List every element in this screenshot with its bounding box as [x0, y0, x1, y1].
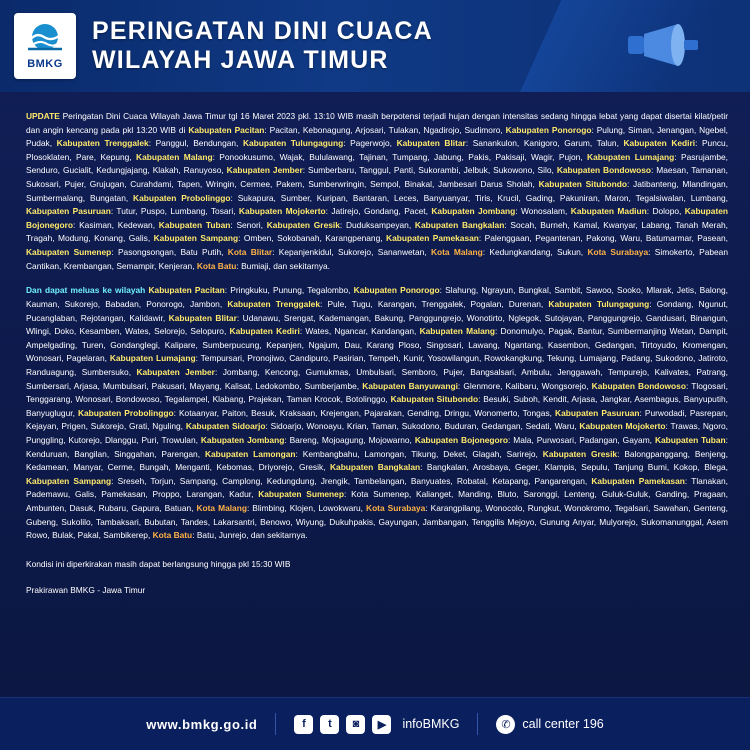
- title-line-1: PERINGATAN DINI CUACA: [92, 16, 433, 45]
- poster-title: [92, 17, 433, 76]
- twitter-icon[interactable]: t: [320, 715, 339, 734]
- signature-line: Prakirawan BMKG - Jawa Timur: [26, 584, 146, 595]
- poster-footer: [0, 697, 750, 750]
- bmkg-logo-text: BMKG: [27, 58, 63, 70]
- phone-icon: ✆: [496, 715, 515, 734]
- footer-divider-2: [477, 713, 478, 735]
- warning-paragraph-expansion: Dan dapat meluas ke wilayah Kabupaten Pacitan: Pringkuku, Punung, Tegalombo, Kabupaten Ponorogo: Slahung, Ngrayun, Bungkal, Sambit, Sawoo, Sooko, Mlarak, Jetis, Balong, Kauman, Sukorejo, Babadan, Ponorogo, Jambon, Kabupaten Trenggalek: Pule, Tugu, Karangan, Trenggalek, Pogalan, Durenan, Kabupaten Tulungagung: Gondang, Ngunut, Pucanglaban, Rejotangan, Kalidawir, Kabupaten Blitar: Udanawu, Srengat, Kademangan, Bakung, Panggungrejo, Wonotirto, Nglegok, Sutojayan, Panggungrejo, Gandusari, Binangun, Wlingi, Doko, Kesamben, Wates, Selorejo, Selopuro, Kabupaten Kediri: Wates, Ngancar, Kandangan, Kabupaten Malang: Donomulyo, Pagak, Bantur, Sumbermanjing Wetan, Dampit, Ampelgading, Turen, Gondanglegi, Kalipare, Sumberpucung, Kepanjen, Ngajum, Dau, Karang Ploso, Singosari, Lawang, Ngantang, Kasembon, Gedangan, Tirtoyudo, Kromengan, Wonosari, Pagelaran, Kabupaten Lumajang: Tempursari, Pronojiwo, Candipuro, Pasirian, Tempeh, Kunir, Yosowilangun, Rowokangkung, Tekung, Lumajang, Padang, Sukodono, Jatiroto, Randuagung, Sumbersuko, Kabupaten Jember: Jombang, Kencong, Gumukmas, Umbulsari, Semboro, Pujer, Bangsalsari, Ambulu, Jenggawah, Tempurejo, Kalivates, Patrang, Sumbersari, Arjasa, Mumbulsari, Pakusari, Mayang, Kalisat, Ledokombo, Sumberjambe, Kabupaten Banyuwangi: Glenmore, Kalibaru, Wongsorejo, Kabupaten Bondowoso: Tlogosari, Tenggarang, Wonosari, Bondowoso, Tegalampel, Klabang, Prajekan, Taman Krocok, Botolinggo, Kabupaten Situbondo: Besuki, Suboh, Kendit, Arjasa, Jangkar, Asembagus, Banyuputih, Banyuglugur, Kabupaten Probolinggo: Kotaanyar, Paiton, Besuk, Kraksaan, Krejengan, Pajarakan, Gending, Dringu, Wonomerto, Tongas, Kabupaten Pasuruan: Purwodadi, Pasrepan, Kejayan, Prigen, Sukorejo, Gratі, Nguling, Kabupaten Sidoarjo: Sidoarjo, Wonoayu, Krian, Taman, Sukodono, Buduran, Gedangan, Sedati, Waru, Kabupaten Mojokerto: Trawas, Ngoro, Punggling, Kutorejo, Dlanggu, Puri, Trowulan, Kabupaten Jombang: Bareng, Mojoagung, Mojowarno, Kabupaten Bojonegoro: Mala, Purwosari, Padangan, Gayam, Kabupaten Tuban: Kenduruan, Bangilan, Singgahan, Parengan, Kabupaten Lamongan: Kembangbahu, Lamongan, Tikung, Deket, Glagah, Sarirejo, Kabupaten Gresik: Balongpanggang, Benjeng, Kedamean, Manyar, Cerme, Bungah, Menganti, Kebomas, Driyorejo, Gresik, Kabupaten Bangkalan: Bangkalan, Arosbaya, Geger, Klampis, Sepulu, Tanjung Bumi, Kokop, Blega, Kabupaten Sampang: Sreseh, Torjun, Sampang, Camplong, Kedungdung, Jrengik, Tambelangan, Banyuates, Robatal, Ketapang, Pangarengan, Kabupaten Pamekasan: Tlanakan, Pademawu, Galis, Pamekasan, Proppo, Larangan, Kadur, Kabupaten Sumenep: Kota Sumenep, Kalianget, Manding, Bluto, Saronggi, Lenteng, Guluk-Guluk, Ganding, Pragaan, Ambunten, Dasuk, Rubaru, Gapura, Batuan, Kota Malang: Blimbing, Klojen, Lowokwaru, Kota Surabaya: Karangpilang, Wonocolo, Rungkut, Wonokromo, Tegalsari, Sawahan, Genteng, Gubeng, Sukolilo, Tambaksari, Bubutan, Tandes, Lakarsantri, Benowo, Wiyung, Dukuhpakis, Gayungan, Jambangan, Tenggilis Mejoyo, Gunung Anyar, Mulyorejo, Sukomanunggal, Asem Rowo, Bulak, Pakal, Sambikerep, Kota Batu: Batu, Junrejo, dan sekitarnya.: [26, 285, 729, 541]
- warning-paragraph-primary: UPDATE Peringatan Dini Cuaca Wilayah Jawa Timur tgl 16 Maret 2023 pkl. 13:10 WIB masih berpotensi terjadi hujan dengan intensitas sedang hingga lebat yang dapat disertai kilat/petir dan angin kencang pada pkl 13:20 WIB di Kabupaten Pacitan: Pacitan, Kebonagung, Arjosari, Tulakan, Ngadirojo, Sudimoro, Kabupaten Ponorogo: Pulung, Siman, Jenangan, Ngebel, Pudak, Kabupaten Trenggalek: Panggul, Bendungan, Kabupaten Tulungagung: Pagerwojo, Kabupaten Blitar: Sanankulon, Kanigoro, Garum, Talun, Kabupaten Kediri: Puncu, Plosoklaten, Pare, Kepung, Kabupaten Malang: Ponookusumo, Wajak, Bululawang, Tajinan, Tumpang, Jabung, Pakis, Pakisaji, Wagir, Pujon, Kabupaten Lumajang: Pasrujambe, Senduro, Gucialit, Kedungjajang, Klakah, Ranuyoso, Kabupaten Jember: Sumberbaru, Tanggul, Panti, Sukorambi, Jelbuk, Sukowono, Silo, Kabupaten Bondowoso: Maesan, Tamanan, Sukosari, Pujer, Grujugan, Curahdami, Tapen, Wringin, Cermee, Pakem, Sumberwringin, Sempol, Binakal, Jambesari Darus Sholah, Kabupaten Situbondo: Jatibanteng, Mlandingan, Sumbermalang, Bungatan, Kabupaten Probolinggo: Sukapura, Sumber, Kuripan, Bantaran, Leces, Banyuanyar, Tiris, Krucil, Gading, Pakuniran, Maron, Tegalsiwalan, Lumbang, Kabupaten Pasuruan: Tutur, Puspo, Lumbang, Tosari, Kabupaten Mojokerto: Jatirejo, Gondang, Pacet, Kabupaten Jombang: Wonosalam, Kabupaten Madiun: Dolopo, Kabupaten Bojonegoro: Kasiman, Kedewan, Kabupaten Tuban: Senori, Kabupaten Gresik: Duduksampeyan, Kabupaten Bangkalan: Socah, Burneh, Kamal, Kwanyar, Labang, Tanah Merah, Tragah, Modung, Konang, Galis, Kabupaten Sampang: Omben, Sokobanah, Karangpenang, Kabupaten Pamekasan: Palenggaan, Pegantenan, Pakong, Waru, Batumarmar, Pasean, Kabupaten Sumenep: Pasongsongan, Batu Putih, Kota Blitar: Kepanjenkidul, Sukorejo, Sananwetan, Kota Malang: Kedungkandang, Sukun, Kota Surabaya: Simokerto, Pabean Cantikan, Krembangan, Semampir, Kenjeran, Kota Batu: Bumiaji, dan sekitarnya.: [26, 111, 729, 271]
- title-line-2: WILAYAH JAWA TIMUR: [92, 46, 389, 74]
- bmkg-logo-icon: [22, 22, 68, 56]
- footer-divider-1: [275, 713, 276, 735]
- youtube-icon[interactable]: ▶: [372, 715, 391, 734]
- social-links: [294, 715, 459, 734]
- instagram-icon[interactable]: ◙: [346, 715, 365, 734]
- duration-note: Kondisi ini diperkirakan masih dapat berlangsung hingga pkl 15:30 WIB: [26, 558, 291, 569]
- website-url[interactable]: www.bmkg.go.id: [146, 716, 258, 732]
- social-handle: infoBMKG: [402, 717, 460, 731]
- poster-header: [0, 0, 750, 92]
- call-center[interactable]: [496, 715, 603, 734]
- facebook-icon[interactable]: f: [294, 715, 313, 734]
- warning-content: [0, 92, 750, 670]
- bmkg-logo: [14, 13, 76, 79]
- megaphone-icon: [626, 20, 704, 72]
- call-center-label: call center 196: [522, 717, 604, 731]
